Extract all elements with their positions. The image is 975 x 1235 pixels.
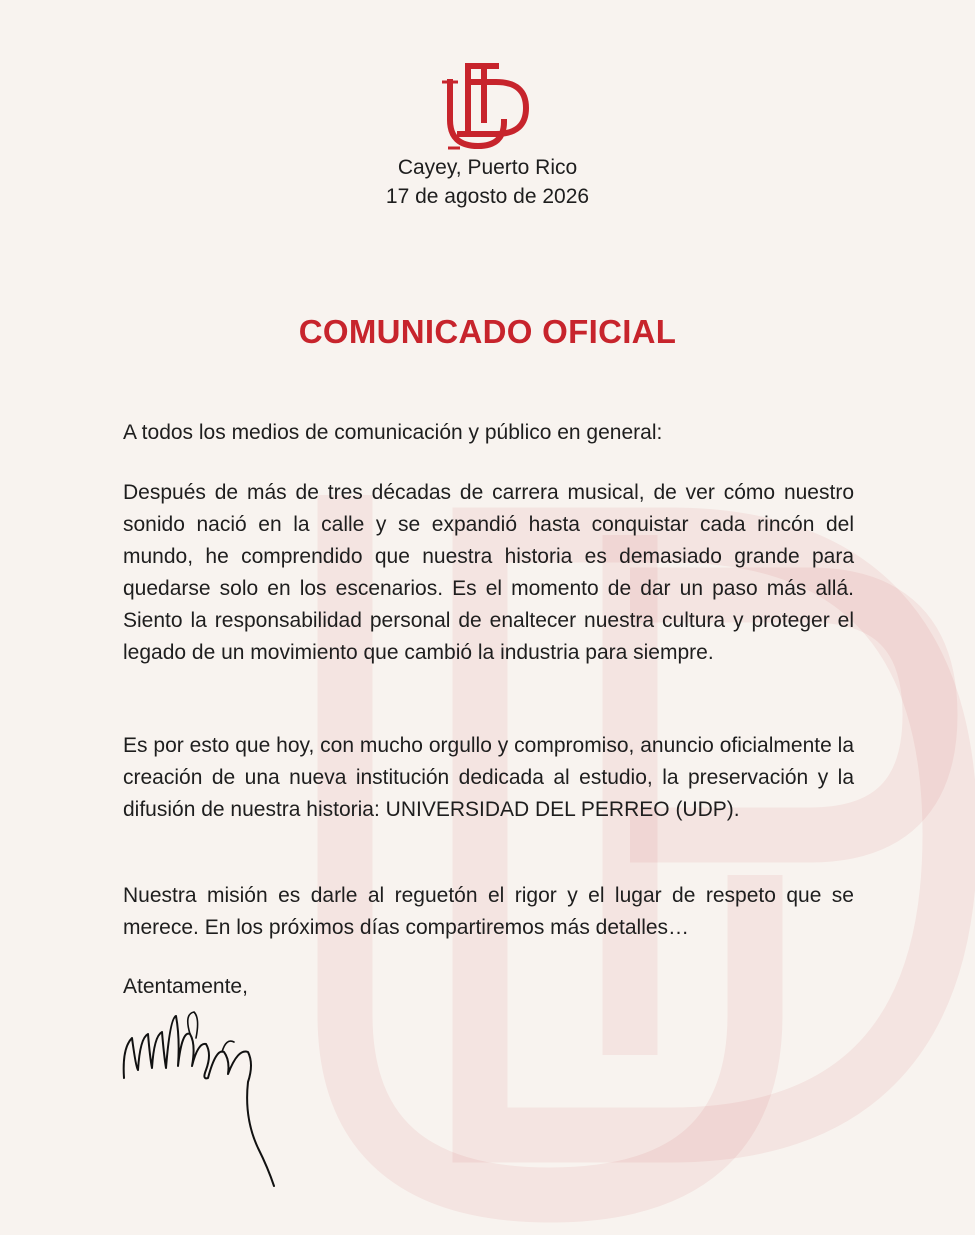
letter-location: Cayey, Puerto Rico bbox=[397, 156, 578, 179]
letter-title: COMUNICADO OFICIAL bbox=[298, 313, 677, 350]
paragraph-3: Nuestra misión es darle al reguetón el rigor y el lugar de respeto que se merece. En los próximos días compartiremos más detalles… bbox=[123, 884, 854, 939]
letter-date: 17 de agosto de 2026 bbox=[385, 185, 590, 208]
letter-closing: Atentamente, bbox=[123, 975, 248, 998]
handwritten-signature-icon bbox=[118, 1008, 318, 1188]
paragraph-1: Después de más de tres décadas de carrera musical, de ver cómo nuestro sonido nació en la calle y se expandió hasta conquistar cada rincón del mundo, he comprendido que nuestra historia es demasiado grande para quedarse solo en los escenarios. Es el momento de dar un paso más allá. Siento la responsabilidad personal de enaltecer nuestra cultura y proteger el legado de un movimiento que cambió la industria para siempre. bbox=[123, 481, 854, 664]
letter-greeting: A todos los medios de comunicación y público en general: bbox=[123, 421, 663, 444]
udp-logo-icon bbox=[438, 60, 534, 152]
paragraph-2: Es por esto que hoy, con mucho orgullo y compromiso, anuncio oficialmente la creación de una nueva institución dedicada al estudio, la preservación y la difusión de nuestra historia: UNIVERSIDAD DEL PERREO (UDP). bbox=[123, 734, 854, 821]
